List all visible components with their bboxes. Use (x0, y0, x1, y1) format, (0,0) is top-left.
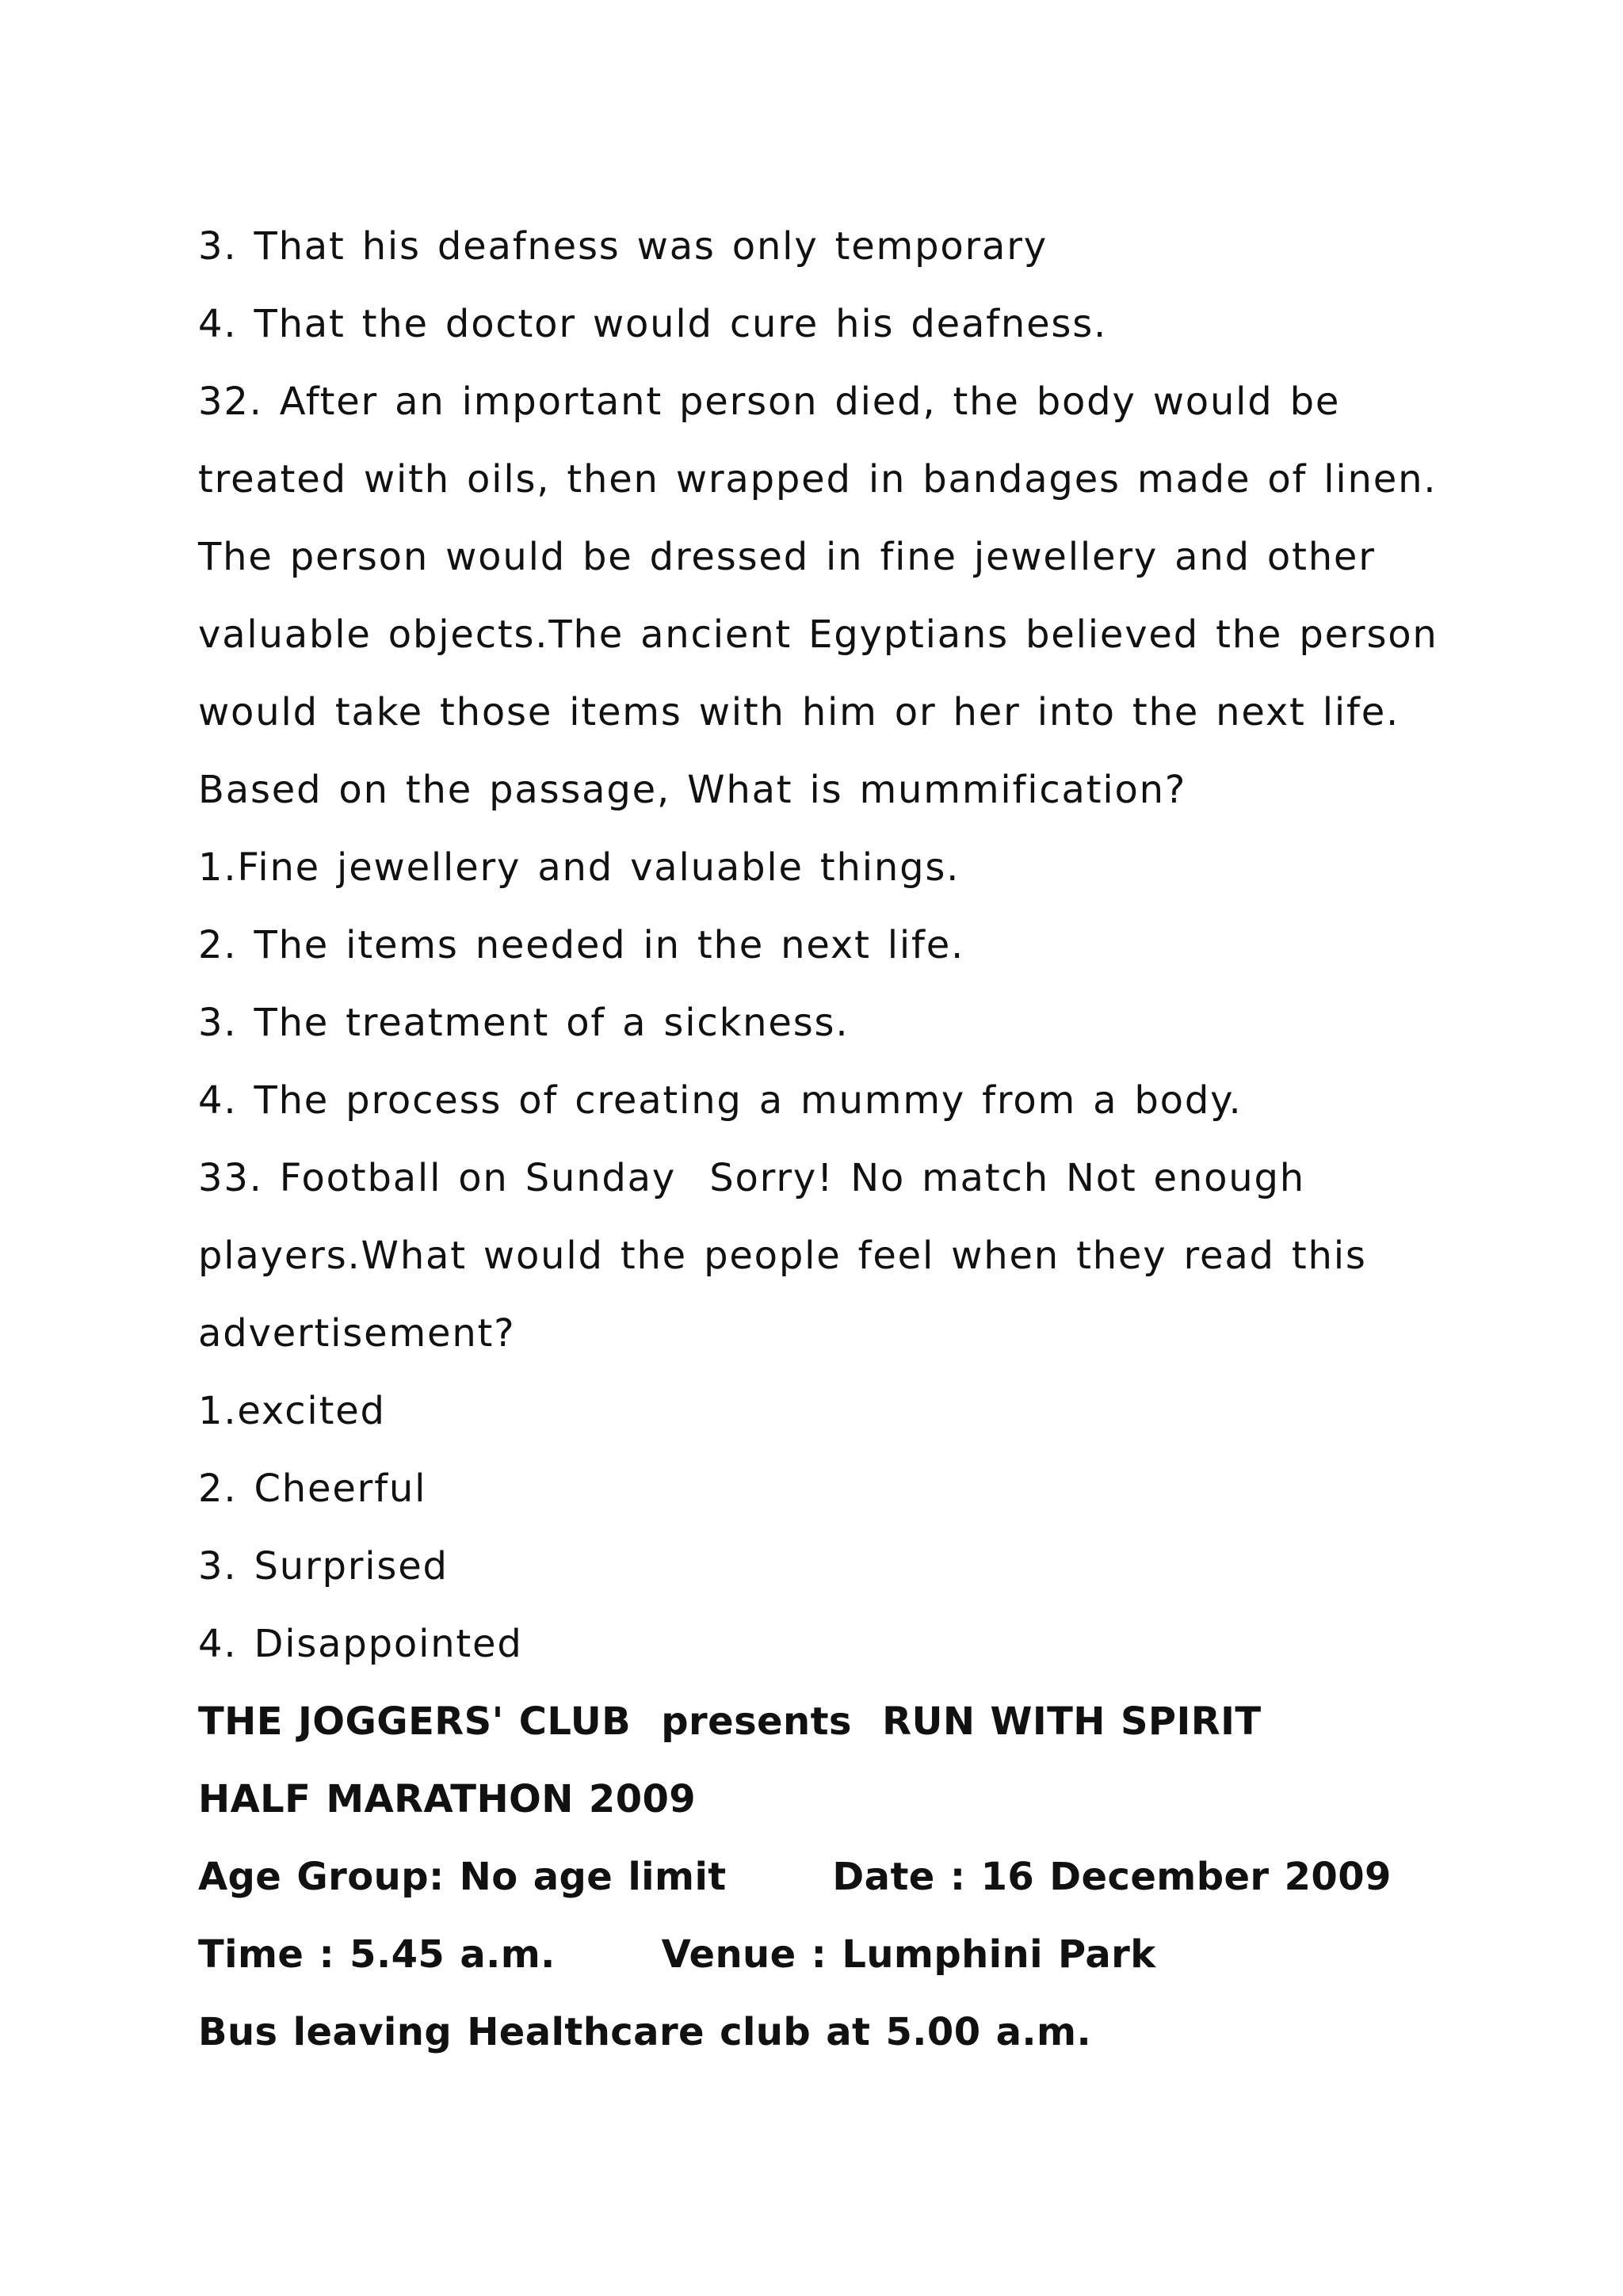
question-32-line-5: would take those items with him or her into the next life. (198, 690, 1400, 734)
notice-age-date: Age Group: No age limit Date : 16 December 2009 (198, 1855, 1392, 1899)
question-32-line-4: valuable objects.The ancient Egyptians believed the person (198, 612, 1438, 657)
notice-bus: Bus leaving Healthcare club at 5.00 a.m. (198, 2010, 1092, 2054)
notice-title: THE JOGGERS' CLUB presents RUN WITH SPIRIT (198, 1699, 1262, 1744)
option-3-q31: 3. That his deafness was only temporary (198, 224, 1048, 269)
question-33-line-1: 33. Football on Sunday Sorry! No match Not enough (198, 1156, 1305, 1200)
question-32-line-2: treated with oils, then wrapped in bandages made of linen. (198, 457, 1438, 502)
notice-event: HALF MARATHON 2009 (198, 1777, 697, 1821)
notice-time-venue: Time : 5.45 a.m. Venue : Lumphini Park (198, 1932, 1156, 1977)
question-32-prompt: Based on the passage, What is mummification? (198, 768, 1187, 812)
question-33-line-2: players.What would the people feel when they read this (198, 1234, 1367, 1278)
option-3-q32: 3. The treatment of a sickness. (198, 1001, 850, 1045)
document-body (198, 208, 1466, 2071)
option-4-q31: 4. That the doctor would cure his deafness. (198, 302, 1108, 346)
option-3-q33: 3. Surprised (198, 1544, 449, 1589)
option-4-q33: 4. Disappointed (198, 1622, 523, 1666)
question-33-line-3: advertisement? (198, 1311, 516, 1356)
option-2-q32: 2. The items needed in the next life. (198, 923, 965, 967)
question-32-line-1: 32. After an important person died, the body would be (198, 379, 1341, 424)
option-1-q32: 1.Fine jewellery and valuable things. (198, 845, 960, 890)
option-1-q33: 1.excited (198, 1389, 386, 1433)
option-4-q32: 4. The process of creating a mummy from a body. (198, 1078, 1243, 1123)
question-32-line-3: The person would be dressed in fine jewellery and other (198, 535, 1376, 579)
option-2-q33: 2. Cheerful (198, 1466, 427, 1511)
